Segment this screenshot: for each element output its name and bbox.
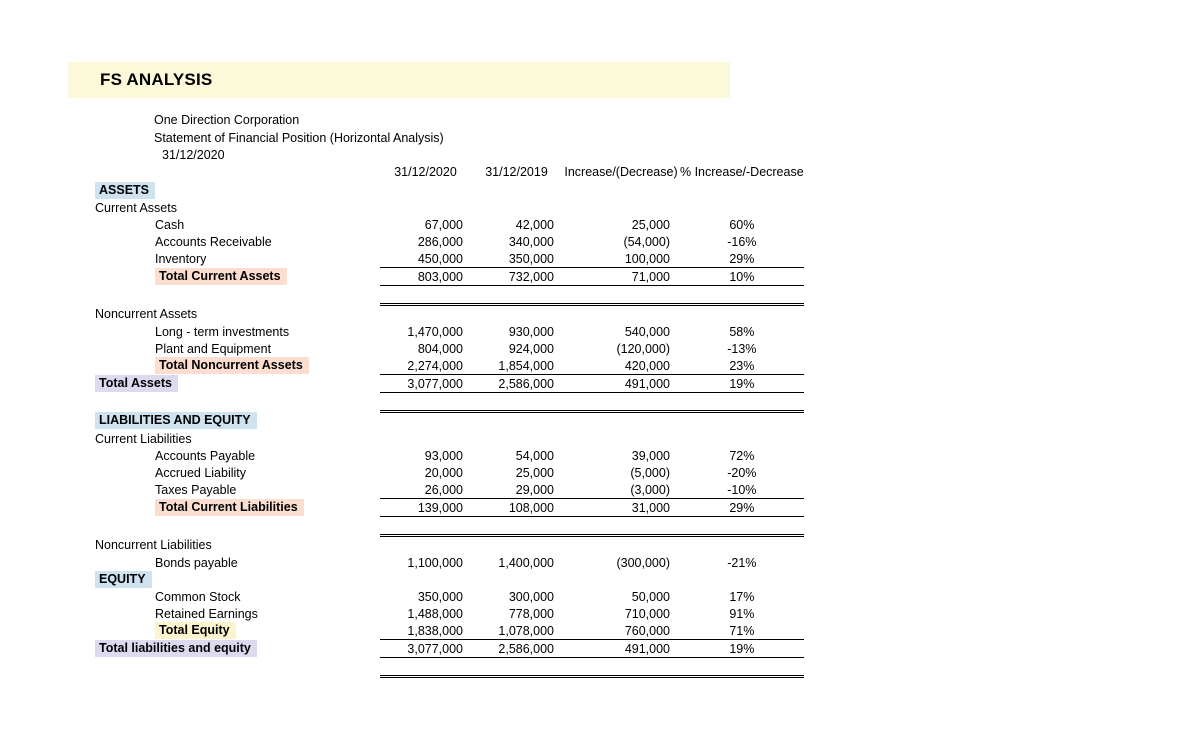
cell-retained-earnings-change: 710,000 [624, 606, 670, 621]
cell-bonds-payable-percent: -21% [727, 555, 757, 570]
cell-taxes-payable-percent: -10% [727, 482, 757, 497]
table-row [90, 481, 804, 499]
table-row [90, 464, 804, 481]
table-row [90, 216, 804, 233]
total-row-liabilities-equity [90, 640, 804, 658]
row-label-bonds-payable: Bonds payable [155, 555, 238, 570]
row-label-plant-equipment: Plant and Equipment [155, 341, 272, 356]
cell-common-stock-change: 50,000 [631, 589, 670, 604]
cell-accrued-liability-current: 20,000 [424, 465, 463, 480]
table-row [90, 554, 804, 571]
cell-accounts-payable-percent: 72% [729, 448, 755, 463]
cell-long-term-investments-change: 540,000 [624, 324, 670, 339]
cell-accounts-payable-current: 93,000 [424, 448, 463, 463]
cell-taxes-payable-prior: 29,000 [515, 482, 554, 497]
cell-bonds-payable-change: (300,000) [616, 555, 670, 570]
row-label-total-equity: Total Equity [155, 622, 236, 639]
cell-inventory-prior: 350,000 [508, 251, 554, 266]
table-row [90, 340, 804, 357]
row-label-accrued-liability: Accrued Liability [155, 465, 247, 480]
page-title: FS ANALYSIS [100, 70, 213, 89]
subsection-current-assets-row [90, 199, 804, 216]
column-header-label [90, 163, 380, 182]
rule-row [90, 286, 804, 305]
cell-total-current-assets-prior: 732,000 [471, 268, 562, 286]
statement-date: 31/12/2020 [162, 148, 225, 162]
section-header-assets: ASSETS [95, 182, 155, 199]
section-header-equity: EQUITY [95, 571, 152, 588]
cell-cash-prior: 42,000 [515, 217, 554, 232]
cell-cash-change: 25,000 [631, 217, 670, 232]
cell-total-current-liabilities-prior: 108,000 [471, 499, 562, 517]
cell-accrued-liability-prior: 25,000 [515, 465, 554, 480]
cell-accounts-receivable-change: (54,000) [623, 234, 670, 249]
subtotal-row-noncurrent-assets [90, 357, 804, 375]
cell-cash-current: 67,000 [424, 217, 463, 232]
subtotal-row-current-assets [90, 268, 804, 286]
cell-bonds-payable-current: 1,100,000 [407, 555, 463, 570]
cell-total-assets-current: 3,077,000 [380, 375, 471, 393]
cell-total-liabilities-equity-change: 491,000 [562, 640, 680, 658]
cell-accounts-receivable-percent: -16% [727, 234, 757, 249]
subsection-noncurrent-liabilities-row [90, 536, 804, 555]
row-label-common-stock: Common Stock [155, 589, 241, 604]
cell-total-current-assets-percent: 10% [680, 268, 804, 286]
cell-accounts-receivable-current: 286,000 [417, 234, 463, 249]
table-header-row [90, 163, 804, 182]
cell-total-current-liabilities-current: 139,000 [380, 499, 471, 517]
section-header-liabilities-equity: LIABILITIES AND EQUITY [95, 412, 257, 429]
rule-row [90, 517, 804, 536]
column-header-percent: % Increase/-Decrease [680, 164, 804, 179]
cell-total-assets-percent: 19% [680, 375, 804, 393]
cell-total-current-assets-change: 71,000 [562, 268, 680, 286]
row-label-taxes-payable: Taxes Payable [155, 482, 237, 497]
cell-inventory-change: 100,000 [624, 251, 670, 266]
cell-common-stock-percent: 17% [729, 589, 755, 604]
row-label-retained-earnings: Retained Earnings [155, 606, 258, 621]
cell-total-current-liabilities-change: 31,000 [562, 499, 680, 517]
column-header-year-current: 31/12/2020 [394, 164, 457, 179]
column-header-change: Increase/(Decrease) [564, 164, 678, 179]
subsection-current-liabilities-row [90, 430, 804, 447]
cell-total-liabilities-equity-prior: 2,586,000 [471, 640, 562, 658]
cell-long-term-investments-percent: 58% [729, 324, 755, 339]
cell-total-assets-prior: 2,586,000 [471, 375, 562, 393]
section-liabilities-equity-row [90, 412, 804, 431]
cell-accrued-liability-change: (5,000) [630, 465, 670, 480]
cell-total-noncurrent-assets-percent: 23% [729, 358, 755, 373]
cell-common-stock-current: 350,000 [417, 589, 463, 604]
row-label-total-current-liabilities: Total Current Liabilities [155, 499, 304, 516]
subtotal-row-equity [90, 622, 804, 640]
table-row [90, 323, 804, 340]
row-label-long-term-investments: Long - term investments [155, 324, 290, 339]
cell-inventory-current: 450,000 [417, 251, 463, 266]
row-label-total-noncurrent-assets: Total Noncurrent Assets [155, 357, 309, 374]
cell-plant-equipment-percent: -13% [727, 341, 757, 356]
cell-retained-earnings-prior: 778,000 [508, 606, 554, 621]
title-banner [68, 62, 730, 98]
cell-accounts-receivable-prior: 340,000 [508, 234, 554, 249]
cell-plant-equipment-change: (120,000) [616, 341, 670, 356]
cell-total-liabilities-equity-percent: 19% [680, 640, 804, 658]
cell-accounts-payable-change: 39,000 [631, 448, 670, 463]
cell-total-equity-prior: 1,078,000 [498, 623, 554, 638]
cell-bonds-payable-prior: 1,400,000 [498, 555, 554, 570]
cell-total-noncurrent-assets-current: 2,274,000 [407, 358, 463, 373]
cell-plant-equipment-current: 804,000 [417, 341, 463, 356]
cell-accounts-payable-prior: 54,000 [515, 448, 554, 463]
statement-title: Statement of Financial Position (Horizontal Analysis) [154, 131, 444, 145]
financial-statement-table [90, 163, 804, 678]
company-name: One Direction Corporation [154, 113, 300, 127]
section-assets-row [90, 182, 804, 199]
subsection-header-current-liabilities: Current Liabilities [95, 431, 192, 446]
row-label-accounts-payable: Accounts Payable [155, 448, 256, 463]
cell-total-current-assets-current: 803,000 [380, 268, 471, 286]
row-label-cash: Cash [155, 217, 185, 232]
cell-accrued-liability-percent: -20% [727, 465, 757, 480]
subtotal-row-current-liabilities [90, 499, 804, 517]
row-label-inventory: Inventory [155, 251, 207, 266]
cell-cash-percent: 60% [729, 217, 755, 232]
rule-row [90, 393, 804, 412]
cell-long-term-investments-prior: 930,000 [508, 324, 554, 339]
table-row [90, 447, 804, 464]
table-row [90, 233, 804, 250]
subsection-header-noncurrent-liabilities: Noncurrent Liabilities [95, 537, 212, 552]
table-row [90, 605, 804, 622]
cell-total-equity-change: 760,000 [624, 623, 670, 638]
cell-total-equity-percent: 71% [729, 623, 755, 638]
total-row-assets [90, 375, 804, 393]
cell-total-liabilities-equity-current: 3,077,000 [380, 640, 471, 658]
column-header-year-prior: 31/12/2019 [485, 164, 548, 179]
cell-total-noncurrent-assets-prior: 1,854,000 [498, 358, 554, 373]
cell-total-noncurrent-assets-change: 420,000 [624, 358, 670, 373]
cell-common-stock-prior: 300,000 [508, 589, 554, 604]
section-equity-row [90, 571, 804, 588]
subsection-header-current-assets: Current Assets [95, 200, 177, 215]
row-label-total-current-assets: Total Current Assets [155, 268, 287, 285]
cell-total-assets-change: 491,000 [562, 375, 680, 393]
cell-long-term-investments-current: 1,470,000 [407, 324, 463, 339]
cell-inventory-percent: 29% [729, 251, 755, 266]
cell-taxes-payable-current: 26,000 [424, 482, 463, 497]
cell-plant-equipment-prior: 924,000 [508, 341, 554, 356]
row-label-total-liabilities-equity: Total liabilities and equity [95, 640, 257, 657]
cell-total-equity-current: 1,838,000 [407, 623, 463, 638]
cell-retained-earnings-percent: 91% [729, 606, 755, 621]
table-row [90, 250, 804, 268]
cell-taxes-payable-change: (3,000) [630, 482, 670, 497]
cell-total-current-liabilities-percent: 29% [680, 499, 804, 517]
cell-retained-earnings-current: 1,488,000 [407, 606, 463, 621]
rule-row [90, 658, 804, 677]
table-row [90, 588, 804, 605]
subsection-noncurrent-assets-row [90, 305, 804, 324]
row-label-total-assets: Total Assets [95, 375, 178, 392]
row-label-accounts-receivable: Accounts Receivable [155, 234, 272, 249]
subsection-header-noncurrent-assets: Noncurrent Assets [95, 306, 198, 321]
